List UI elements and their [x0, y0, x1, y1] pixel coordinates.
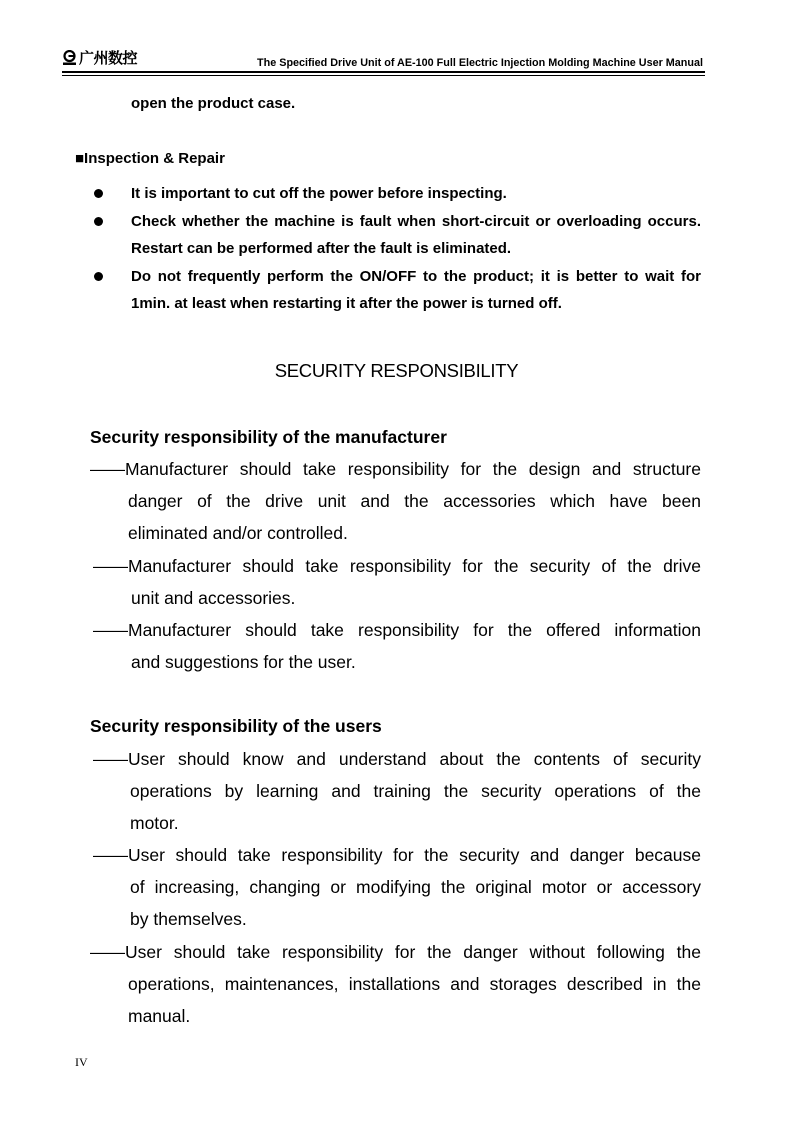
header-title: The Specified Drive Unit of AE-100 Full Electric Injection Molding Machine User Manual — [257, 57, 703, 69]
gsk-logo-icon — [62, 50, 77, 66]
users-item-2: ——User should take responsibility for the security and danger because of increasing, changing or modifying the original motor or accessory by themselves. — [93, 845, 701, 930]
inspection-bullet-3: Do not frequently perform the ON/OFF to the product; it is better to wait for 1min. at least when restarting it after the power is turned off. — [131, 268, 701, 312]
users-item-3: ——User should take responsibility for the danger without following the operations, maintenances, installations and storages described in the manual. — [90, 942, 701, 1027]
header-rule-thick — [62, 71, 705, 73]
users-item-1: ——User should know and understand about the contents of security operations by learning and training the security operations of the motor. — [93, 749, 701, 834]
logo-text: 广州数控 — [79, 49, 138, 67]
manufacturer-item-1: ——Manufacturer should take responsibility for the design and structure danger of the drive unit and the accessories which have been eliminated and/or controlled. — [90, 459, 701, 544]
inspection-bullet-2: Check whether the machine is fault when short-circuit or overloading occurs. Restart can be performed after the fault is eliminated. — [131, 213, 701, 257]
section-title: SECURITY RESPONSIBILITY — [274, 360, 519, 381]
header-rule-thin — [62, 75, 705, 76]
manufacturer-item-3: ——Manufacturer should take responsibility for the offered information and suggestions for the user. — [93, 620, 701, 673]
page-header — [62, 46, 705, 72]
manufacturer-item-2: ——Manufacturer should take responsibility for the security of the drive unit and accessories. — [93, 556, 701, 609]
inspection-bullet-1: It is important to cut off the power before inspecting. — [131, 185, 507, 202]
page-number: IV — [75, 1055, 88, 1069]
company-logo — [62, 48, 137, 68]
bullet-icon — [94, 217, 103, 226]
continuation-text: open the product case. — [131, 95, 296, 112]
users-heading: Security responsibility of the users — [90, 716, 382, 736]
manufacturer-heading: Security responsibility of the manufacturer — [90, 427, 447, 447]
bullet-icon — [94, 272, 103, 281]
bullet-icon — [94, 189, 103, 198]
inspection-heading: ■Inspection & Repair — [75, 150, 225, 167]
